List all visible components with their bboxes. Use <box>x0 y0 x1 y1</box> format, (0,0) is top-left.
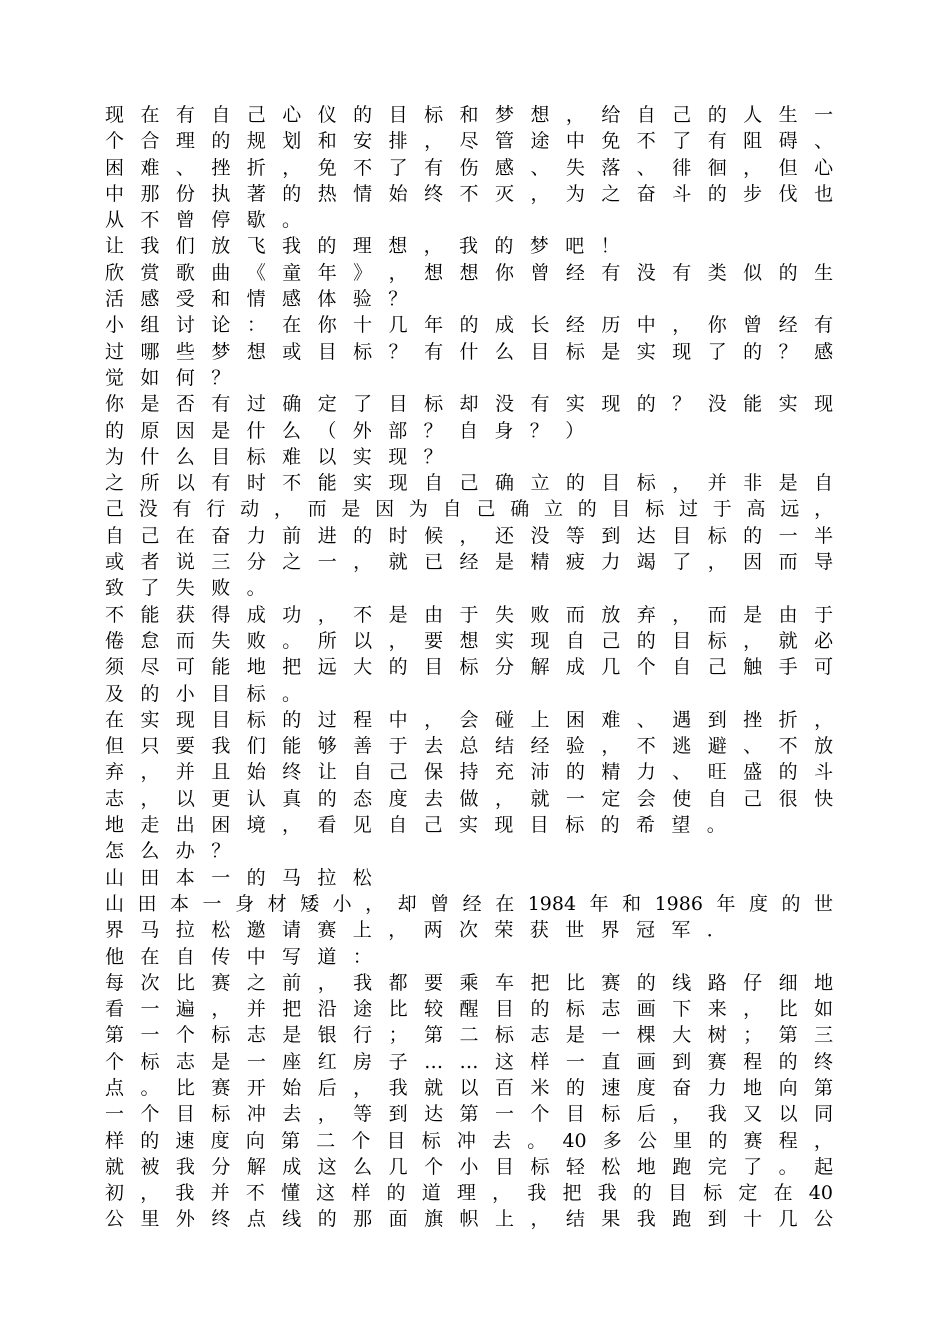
text-line: 界马拉松邀请赛上，两次荣获世界冠军． <box>105 919 743 942</box>
text-line: 致了失败。 <box>105 577 283 600</box>
text-line: 之 所 以 有 时 不 能 实 现 自 己 确 立 的 目 标 ， 并 非 是 自 <box>105 472 834 495</box>
text-line: 每 次 比 赛 之 前 ， 我 都 要 乘 车 把 比 赛 的 线 路 仔 细 地 <box>105 971 834 994</box>
text-line: 中 那 份 执 著 的 热 情 始 终 不 灭 ， 为 之 奋 斗 的 步 伐 也 <box>105 182 834 205</box>
text-line: 过 哪 些 梦 想 或 目 标 ？ 有 什 么 目 标 是 实 现 了 的 ？ 感 <box>105 340 834 363</box>
text-line: 怎么办？ <box>105 840 247 863</box>
text-line: 你 是 否 有 过 确 定 了 目 标 却 没 有 实 现 的 ？ 没 能 实 现 <box>105 393 834 416</box>
text-line: 初 ， 我 并 不 懂 这 样 的 道 理 ， 我 把 我 的 目 标 定 在 40 <box>105 1182 833 1205</box>
text-line: 看 一 遍 ， 并 把 沿 途 比 较 醒 目 的 标 志 画 下 来 ， 比 如 <box>105 998 834 1021</box>
text-line: 己 没 有 行 动 ， 而 是 因 为 自 己 确 立 的 目 标 过 于 高 远 ， <box>105 498 834 521</box>
text-line: 点 。 比 赛 开 始 后 ， 我 就 以 百 米 的 速 度 奋 力 地 向 第 <box>105 1076 834 1099</box>
text-line: 一 个 目 标 冲 去 ， 等 到 达 第 一 个 目 标 后 ， 我 又 以 同 <box>105 1103 834 1126</box>
text-line: 个 标 志 是 一 座 红 房 子 … … 这 样 一 直 画 到 赛 程 的 终 <box>105 1050 834 1073</box>
text-line: 自 己 在 奋 力 前 进 的 时 候 ， 还 没 等 到 达 目 标 的 一 半 <box>105 524 834 547</box>
text-line: 倦 怠 而 失 败 。 所 以 ， 要 想 实 现 自 己 的 目 标 ， 就 必 <box>105 629 834 652</box>
text-line: 山田本一的马拉松 <box>105 866 389 889</box>
text-line: 及的小目标。 <box>105 682 318 705</box>
text-line: 小 组 讨 论 ： 在 你 十 几 年 的 成 长 经 历 中 ， 你 曾 经 有 <box>105 314 834 337</box>
text-line: 样 的 速 度 向 第 二 个 目 标 冲 去 。 40 多 公 里 的 赛 程 ， <box>105 1129 833 1152</box>
text-line: 不 能 获 得 成 功 ， 不 是 由 于 失 败 而 放 弃 ， 而 是 由 于 <box>105 603 834 626</box>
text-line: 个 合 理 的 规 划 和 安 排 ， 尽 管 途 中 免 不 了 有 阻 碍 、 <box>105 130 834 153</box>
text-line: 欣 赏 歌 曲 《 童 年 》 ， 想 想 你 曾 经 有 没 有 类 似 的 生 <box>105 261 834 284</box>
text-line: 弃 ， 并 且 始 终 让 自 己 保 持 充 沛 的 精 力 、 旺 盛 的 斗 <box>105 761 834 784</box>
text-line: 在 实 现 目 标 的 过 程 中 ， 会 碰 上 困 难 、 遇 到 挫 折 ， <box>105 708 834 731</box>
text-line: 让我们放飞我的理想，我的梦吧！ <box>105 235 637 258</box>
text-line: 但 只 要 我 们 能 够 善 于 去 总 结 经 验 ， 不 逃 避 、 不 放 <box>105 735 834 758</box>
text-line: 志 ， 以 更 认 真 的 态 度 去 做 ， 就 一 定 会 使 自 己 很 快 <box>105 787 834 810</box>
text-line: 山 田 本 一 身 材 矮 小 ， 却 曾 经 在 1984 年 和 1986 年 度 的 世 <box>105 892 834 915</box>
text-line: 须 尽 可 能 地 把 远 大 的 目 标 分 解 成 几 个 自 己 触 手 可 <box>105 656 834 679</box>
text-line: 活感受和情感体验？ <box>105 288 424 311</box>
text-line: 的原因是什么（外部？自身？） <box>105 419 601 442</box>
text-line: 从不曾停歇。 <box>105 209 318 232</box>
text-line: 地走出困境，看见自己实现目标的希望。 <box>105 814 743 837</box>
text-line: 为什么目标难以实现？ <box>105 445 460 468</box>
text-line: 现 在 有 自 己 心 仪 的 目 标 和 梦 想 ， 给 自 己 的 人 生 一 <box>105 104 834 126</box>
text-line: 就 被 我 分 解 成 这 么 几 个 小 目 标 轻 松 地 跑 完 了 。 起 <box>105 1155 834 1178</box>
document-page <box>105 102 855 1233</box>
text-line: 公 里 外 终 点 线 的 那 面 旗 帜 上 ， 结 果 我 跑 到 十 几 公 <box>105 1208 834 1231</box>
text-line: 第 一 个 标 志 是 银 行 ； 第 二 标 志 是 一 棵 大 树 ； 第 三 <box>105 1024 834 1047</box>
text-line: 他在自传中写道： <box>105 945 389 968</box>
text-line: 或 者 说 三 分 之 一 ， 就 已 经 是 精 疲 力 竭 了 ， 因 而 导 <box>105 551 834 574</box>
text-line: 困 难 、 挫 折 ， 免 不 了 有 伤 感 、 失 落 、 徘 徊 ， 但 心 <box>105 156 834 179</box>
text-line: 觉如何？ <box>105 366 247 389</box>
